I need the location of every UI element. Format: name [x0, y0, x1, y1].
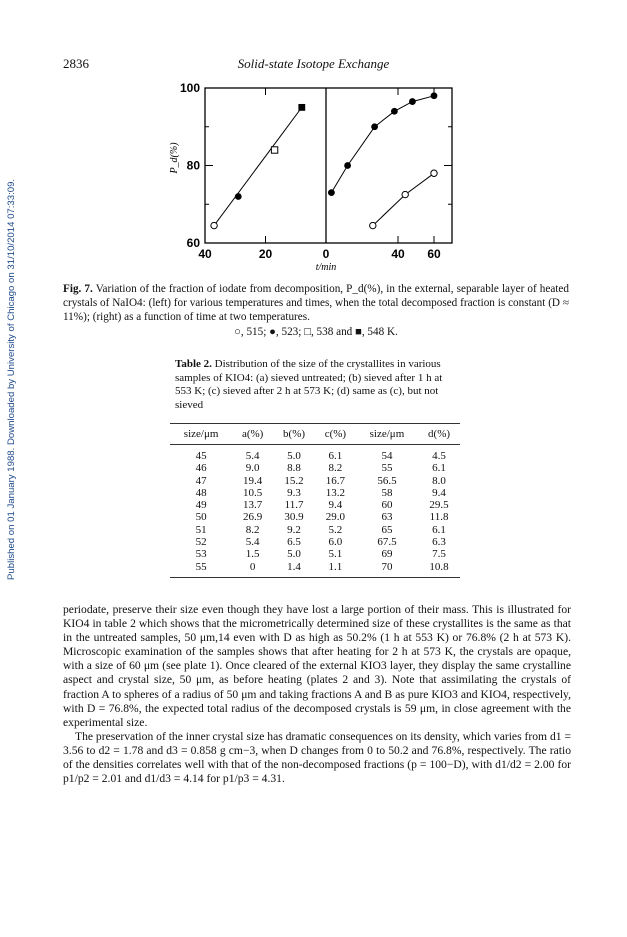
table-cell: 1.5	[245, 548, 260, 561]
data-point-open-circle	[431, 170, 437, 176]
table-cell: 16.7	[325, 474, 346, 487]
table-cell: 10.8	[418, 561, 460, 578]
data-point-open-circle	[211, 222, 217, 228]
table-cell: 8.2	[245, 523, 260, 536]
table-row	[170, 536, 460, 548]
table-cell: 56.5	[377, 474, 397, 487]
table-cell: 29.0	[325, 511, 346, 524]
x-tick-label: 20	[258, 247, 273, 261]
table-header: b(%)	[273, 424, 315, 445]
table-header: size/μm	[356, 424, 418, 445]
table-cell: 49	[195, 499, 207, 512]
table-row	[170, 462, 460, 474]
y-tick-label: 60	[186, 236, 200, 250]
chart-lines	[214, 96, 434, 226]
body-paragraph: periodate, preserve their size even though they have lost a large portion of their mass. This is illustrated for KIO4 in table 2 which shows that the micrometrically determined size of these crystallites is the same as that in the untreated samples, 50 μm,14 even with D as high as 50.2% (1 h at 553 K) or 76.8% (2 h at 573 K). Microscopic examination of the samples shows that after heating for 2 h at 573 K, the crystals are opaque, with a size of 60 μm (see plate 1). Once cleared of the external KIO3 layer, they display the same crystalline aspect and crystal size, 50 μm, as before heating (plates 2 and 3). Note that assimilating the crystals of fraction A to spheres of a radius of 50 μm and taking fractions A and B as pure KIO3 and KIO4, respectively, with D = 76.8%, the expected total radius of the decomposed crystals is 59 μm, in close agreement with the experimental size.	[63, 603, 571, 729]
table-cell: 5.1	[328, 548, 343, 561]
body-text	[63, 603, 571, 786]
table-cell: 9.0	[245, 462, 260, 475]
table-row	[170, 561, 460, 578]
table-cell: 9.4	[432, 486, 446, 499]
x-axis-label: t/min	[315, 262, 337, 273]
table-cell: 48	[195, 486, 207, 499]
table-cell: 50	[195, 511, 207, 524]
table-header: d(%)	[418, 424, 460, 445]
data-point-filled-circle	[328, 189, 335, 196]
table-cell: 8.0	[432, 474, 446, 487]
table-cell: 5.4	[245, 536, 260, 549]
table-header: c(%)	[315, 424, 356, 445]
table-cell: 15.2	[284, 474, 304, 487]
y-tick-label: 100	[179, 81, 200, 95]
table-cell: 8.2	[328, 462, 343, 475]
table-cell: 5.0	[287, 450, 301, 462]
series-curve-right	[373, 173, 434, 225]
table-cell: 7.5	[432, 548, 446, 561]
table-cell: 55	[381, 462, 393, 475]
table-cell: 63	[381, 511, 393, 524]
table-cell: 9.4	[328, 499, 343, 512]
table-cell: 55	[170, 561, 232, 578]
data-point-filled-circle	[344, 162, 351, 169]
figure-caption-label: Fig. 7.	[63, 283, 93, 295]
table-cell: 5.2	[328, 523, 343, 536]
table-row	[170, 445, 460, 463]
download-watermark-text: Published on 01 January 1988. Downloaded by University of Chicago on 31/10/2014 07:33:09.	[6, 178, 17, 580]
y-tick-label: 80	[186, 158, 200, 173]
table-row	[170, 499, 460, 511]
data-point-filled-circle	[391, 108, 398, 115]
data-point-open-circle	[370, 222, 376, 228]
table-cell: 46	[195, 462, 207, 475]
table-cell: 6.1	[432, 523, 446, 536]
figure-caption-legend: ○, 515; ●, 523; □, 538 and ■, 548 K.	[234, 325, 398, 338]
running-title: Solid-state Isotope Exchange	[237, 56, 390, 71]
figure-7-chart	[0, 0, 627, 280]
chart-axes	[205, 88, 452, 243]
fit-line-left	[214, 107, 302, 225]
table-cell: 8.8	[287, 462, 301, 475]
table-caption	[175, 358, 457, 412]
data-point-filled-circle	[235, 193, 242, 200]
table-row	[170, 548, 460, 560]
table-header-row	[170, 424, 460, 445]
table-cell: 6.0	[328, 536, 343, 549]
data-point-open-square	[271, 147, 277, 153]
table-cell: 11.8	[429, 511, 449, 524]
table-cell: 70	[356, 561, 418, 578]
table-cell: 53	[195, 548, 207, 561]
table-cell: 5.0	[287, 548, 301, 561]
table-cell: 6.3	[432, 536, 446, 549]
table-caption-label: Table 2.	[175, 358, 212, 370]
y-axis-label: P_d(%)	[169, 142, 180, 174]
table-cell: 9.2	[287, 523, 301, 536]
data-point-filled-circle	[431, 92, 438, 99]
table-cell: 47	[195, 474, 207, 487]
x-tick-label: 40	[391, 247, 405, 261]
body-paragraph: The preservation of the inner crystal size has dramatic consequences on its density, which varies from d1 = 3.56 to d2 = 1.78 and d3 = 0.858 g cm−3, when D changes from 0 to 50.2 and 76.8%, respectively. The ratio of the densities correlates well with that of the non-decomposed fractions (p = 100−D), with d1/d2 = 2.00 for p1/p2 = 2.01 and d1/d3 = 4.14 for p1/p3 = 4.31.	[63, 729, 571, 786]
data-point-filled-circle	[371, 123, 378, 130]
table-cell: 4.5	[432, 450, 446, 462]
table-cell: 65	[381, 523, 393, 536]
table-cell: 19.4	[243, 474, 263, 487]
table-row	[170, 475, 460, 487]
table-cell: 13.2	[325, 486, 346, 499]
series-curve-right	[331, 96, 434, 193]
table-row	[170, 524, 460, 536]
table-cell: 54	[381, 450, 393, 462]
table-row	[170, 511, 460, 523]
table-cell: 10.5	[243, 486, 263, 499]
table-cell: 9.3	[287, 486, 301, 499]
table-cell: 30.9	[284, 511, 304, 524]
table-2	[170, 423, 460, 578]
plot-frame	[205, 88, 452, 243]
x-tick-label: 40	[198, 247, 212, 261]
table-cell: 1.4	[273, 561, 315, 578]
data-point-filled-circle	[409, 98, 416, 105]
table-cell: 0	[232, 561, 273, 578]
table-cell: 52	[195, 536, 207, 549]
table-cell: 60	[381, 499, 393, 512]
chart-marks	[211, 92, 438, 228]
table-header: a(%)	[232, 424, 273, 445]
data-point-filled-square	[298, 104, 305, 111]
table-header: size/μm	[170, 424, 232, 445]
table-cell: 6.1	[328, 450, 343, 462]
page-number: 2836	[63, 56, 89, 71]
table-cell: 13.7	[243, 499, 263, 512]
table-cell: 69	[381, 548, 393, 561]
table-cell: 1.1	[315, 561, 356, 578]
table-cell: 29.5	[429, 499, 449, 512]
table-cell: 6.5	[287, 536, 301, 549]
table-cell: 11.7	[284, 499, 304, 512]
table-caption-text: Distribution of the size of the crystallites in various samples of KIO4: (a) sieved untreated; (b) sieved after 1 h at 553 K; (c) sieved after 2 h at 573 K; (d) same as (c), but not sieved	[175, 358, 443, 411]
data-point-open-circle	[402, 191, 408, 197]
table-cell: 5.4	[245, 450, 260, 462]
table-cell: 26.9	[243, 511, 263, 524]
x-tick-label: 0	[322, 247, 330, 261]
figure-caption	[63, 282, 569, 339]
table-cell: 58	[381, 486, 393, 499]
figure-caption-text: Variation of the fraction of iodate from decomposition, P_d(%), in the external, separable layer of heated crystals of NaIO4: (left) for various temperatures and times, when the total decomposed fraction is constant (D ≈ 11%); (right) as a function of time at two temperatures.	[63, 283, 569, 324]
table-row	[170, 487, 460, 499]
x-tick-label: 60	[427, 247, 441, 261]
table-cell: 6.1	[432, 462, 446, 475]
table-cell: 67.5	[377, 536, 397, 549]
table-cell: 45	[195, 450, 207, 462]
table-cell: 51	[195, 523, 207, 536]
